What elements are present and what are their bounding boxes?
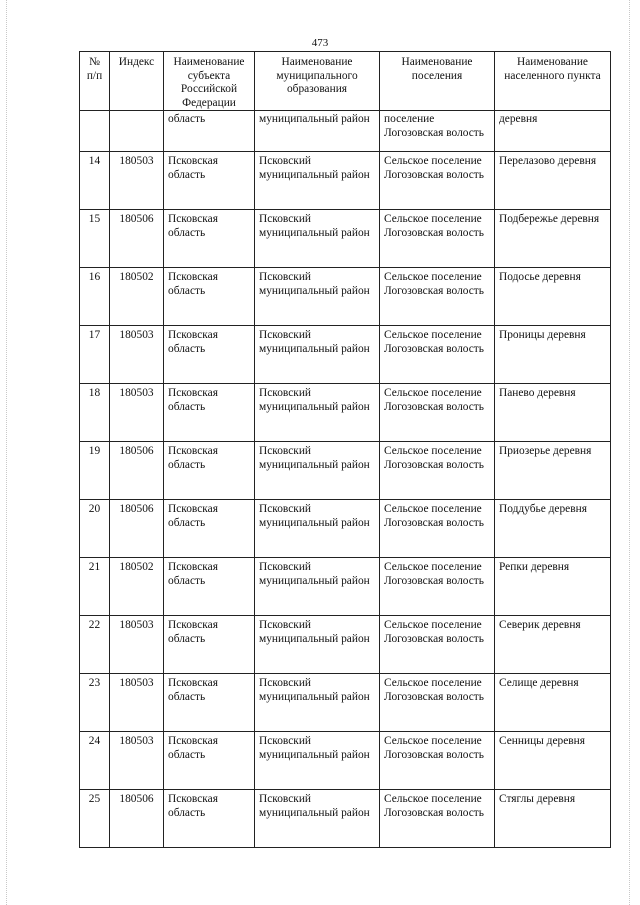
table-header bbox=[80, 52, 611, 111]
header-locality: Наименование населенного пункта bbox=[495, 52, 611, 111]
cell-index: 180506 bbox=[110, 442, 164, 500]
table-row bbox=[80, 558, 611, 616]
table-row bbox=[80, 442, 611, 500]
table-row bbox=[80, 326, 611, 384]
table-row bbox=[80, 152, 611, 210]
table-row bbox=[80, 674, 611, 732]
cell-locality: Стяглы деревня bbox=[495, 790, 611, 848]
cell-locality: Северик деревня bbox=[495, 616, 611, 674]
scan-edge-right bbox=[629, 0, 631, 905]
cell-locality: Поддубье деревня bbox=[495, 500, 611, 558]
cell-municipality: Псковский муниципальный район bbox=[255, 558, 380, 616]
cell-subject: область bbox=[164, 111, 255, 152]
cell-municipality: Псковский муниципальный район bbox=[255, 674, 380, 732]
cell-municipality: Псковский муниципальный район bbox=[255, 500, 380, 558]
header-num: № п/п bbox=[80, 52, 110, 111]
cell-num: 18 bbox=[80, 384, 110, 442]
cell-index: 180503 bbox=[110, 152, 164, 210]
cell-locality: Селище деревня bbox=[495, 674, 611, 732]
cell-settlement: Сельское поселение Логозовская волость bbox=[380, 210, 495, 268]
cell-settlement: Сельское поселение Логозовская волость bbox=[380, 558, 495, 616]
cell-settlement: Сельское поселение Логозовская волость bbox=[380, 268, 495, 326]
cell-num: 19 bbox=[80, 442, 110, 500]
cell-subject: Псковская область bbox=[164, 790, 255, 848]
cell-locality: Сенницы деревня bbox=[495, 732, 611, 790]
cell-num: 17 bbox=[80, 326, 110, 384]
cell-index: 180503 bbox=[110, 326, 164, 384]
page-number: 473 bbox=[311, 37, 329, 49]
cell-municipality: Псковский муниципальный район bbox=[255, 442, 380, 500]
cell-index: 180506 bbox=[110, 790, 164, 848]
scan-edge-left bbox=[6, 0, 8, 905]
cell-subject: Псковская область bbox=[164, 152, 255, 210]
table-row bbox=[80, 384, 611, 442]
cell-subject: Псковская область bbox=[164, 616, 255, 674]
cell-index: 180502 bbox=[110, 268, 164, 326]
cell-num: 22 bbox=[80, 616, 110, 674]
header-index: Индекс bbox=[110, 52, 164, 111]
cell-municipality: Псковский муниципальный район bbox=[255, 152, 380, 210]
cell-settlement: Сельское поселение Логозовская волость bbox=[380, 790, 495, 848]
cell-index: 180506 bbox=[110, 210, 164, 268]
cell-locality: Репки деревня bbox=[495, 558, 611, 616]
table-row bbox=[80, 500, 611, 558]
cell-index: 180503 bbox=[110, 732, 164, 790]
cell-subject: Псковская область bbox=[164, 500, 255, 558]
cell-locality: Перелазово деревня bbox=[495, 152, 611, 210]
cell-locality: Подосье деревня bbox=[495, 268, 611, 326]
cell-municipality: муниципальный район bbox=[255, 111, 380, 152]
cell-locality: деревня bbox=[495, 111, 611, 152]
cell-num: 23 bbox=[80, 674, 110, 732]
cell-municipality: Псковский муниципальный район bbox=[255, 732, 380, 790]
cell-subject: Псковская область bbox=[164, 268, 255, 326]
cell-locality: Подбережье деревня bbox=[495, 210, 611, 268]
cell-settlement: Сельское поселение Логозовская волость bbox=[380, 442, 495, 500]
cell-index: 180506 bbox=[110, 500, 164, 558]
cell-index: 180503 bbox=[110, 384, 164, 442]
cell-subject: Псковская область bbox=[164, 384, 255, 442]
cell-subject: Псковская область bbox=[164, 326, 255, 384]
cell-locality: Приозерье деревня bbox=[495, 442, 611, 500]
cell-index: 180503 bbox=[110, 616, 164, 674]
cell-num: 25 bbox=[80, 790, 110, 848]
cell-municipality: Псковский муниципальный район bbox=[255, 326, 380, 384]
cell-index bbox=[110, 111, 164, 152]
cell-num: 21 bbox=[80, 558, 110, 616]
cell-index: 180503 bbox=[110, 674, 164, 732]
cell-index: 180502 bbox=[110, 558, 164, 616]
table-row bbox=[80, 732, 611, 790]
cell-subject: Псковская область bbox=[164, 732, 255, 790]
header-settlement: Наименование поселения bbox=[380, 52, 495, 111]
cell-subject: Псковская область bbox=[164, 210, 255, 268]
cell-num: 14 bbox=[80, 152, 110, 210]
cell-municipality: Псковский муниципальный район bbox=[255, 268, 380, 326]
cell-municipality: Псковский муниципальный район bbox=[255, 790, 380, 848]
header-row bbox=[80, 52, 611, 111]
cell-settlement: Сельское поселение Логозовская волость bbox=[380, 152, 495, 210]
cell-num: 16 bbox=[80, 268, 110, 326]
table-row bbox=[80, 268, 611, 326]
cell-subject: Псковская область bbox=[164, 674, 255, 732]
cell-municipality: Псковский муниципальный район bbox=[255, 384, 380, 442]
settlements-table bbox=[79, 51, 611, 848]
cell-municipality: Псковский муниципальный район bbox=[255, 210, 380, 268]
table-row bbox=[80, 210, 611, 268]
header-subject: Наименование субъекта Российской Федерации bbox=[164, 52, 255, 111]
cell-num: 15 bbox=[80, 210, 110, 268]
table-row bbox=[80, 790, 611, 848]
cell-subject: Псковская область bbox=[164, 558, 255, 616]
cell-locality: Панево деревня bbox=[495, 384, 611, 442]
cell-settlement: Сельское поселение Логозовская волость bbox=[380, 326, 495, 384]
cell-settlement: Сельское поселение Логозовская волость bbox=[380, 732, 495, 790]
cell-num: 20 bbox=[80, 500, 110, 558]
continuation-row bbox=[80, 111, 611, 152]
cell-settlement: Сельское поселение Логозовская волость bbox=[380, 674, 495, 732]
cell-settlement: Сельское поселение Логозовская волость bbox=[380, 384, 495, 442]
cell-num bbox=[80, 111, 110, 152]
cell-num: 24 bbox=[80, 732, 110, 790]
header-municipality: Наименование муниципального образования bbox=[255, 52, 380, 111]
cell-subject: Псковская область bbox=[164, 442, 255, 500]
cell-settlement: Сельское поселение Логозовская волость bbox=[380, 500, 495, 558]
table-row bbox=[80, 616, 611, 674]
cell-settlement: поселение Логозовская волость bbox=[380, 111, 495, 152]
cell-locality: Проницы деревня bbox=[495, 326, 611, 384]
table-body bbox=[80, 111, 611, 848]
cell-settlement: Сельское поселение Логозовская волость bbox=[380, 616, 495, 674]
cell-municipality: Псковский муниципальный район bbox=[255, 616, 380, 674]
